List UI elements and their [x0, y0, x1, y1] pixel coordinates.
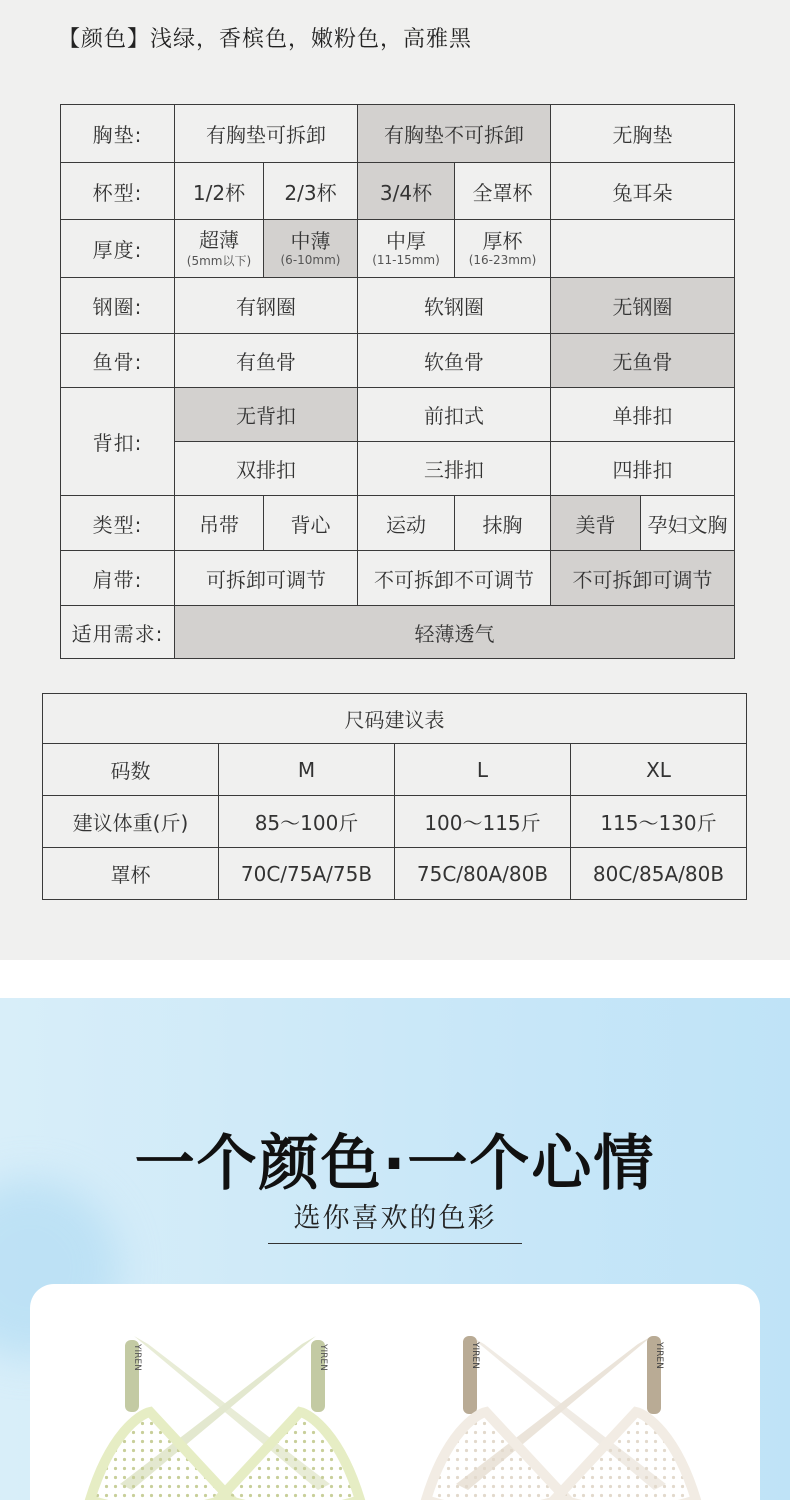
table-cell: 115～130斤 — [571, 796, 747, 848]
banner-headline: 一个颜色·一个心情 — [134, 1129, 656, 1199]
thickness-name: 中厚 — [386, 229, 426, 253]
header-cell: 码数 — [43, 744, 219, 796]
table-cell-empty — [551, 220, 735, 278]
color-options-text: 【颜色】浅绿，香槟色，嫩粉色，高雅黑 — [58, 27, 473, 52]
table-row — [61, 163, 735, 220]
table-cell: 75C/80A/80B — [395, 848, 571, 900]
table-cell: 背心 — [264, 496, 358, 551]
row-label: 适用需求: — [61, 606, 175, 659]
size-table-title: 尺码建议表 — [43, 694, 747, 744]
table-cell: 吊带 — [175, 496, 264, 551]
row-label: 类型: — [61, 496, 175, 551]
table-cell: 1/2杯 — [175, 163, 264, 220]
table-cell: 抹胸 — [455, 496, 551, 551]
table-cell: 无胸垫 — [551, 105, 735, 163]
color-banner — [0, 998, 790, 1500]
thickness-range: (5mm以下) — [186, 253, 252, 268]
strap-brand-text: YIREN — [132, 1344, 142, 1371]
table-cell: 2/3杯 — [264, 163, 358, 220]
spec-table — [60, 104, 735, 659]
table-cell: 罩杯 — [43, 848, 219, 900]
row-label: 肩带: — [61, 551, 175, 606]
strap-brand-text: YIREN — [470, 1342, 480, 1369]
table-cell: 有鱼骨 — [175, 334, 358, 388]
thickness-range: (11-15mm) — [372, 253, 440, 267]
table-cell: 可拆卸可调节 — [175, 551, 358, 606]
table-cell-selected: 不可拆卸可调节 — [551, 551, 735, 606]
table-cell: 单排扣 — [551, 388, 735, 442]
thickness-name: 中薄 — [290, 229, 331, 253]
table-row — [61, 606, 735, 659]
table-row — [61, 496, 735, 551]
table-cell: 100～115斤 — [395, 796, 571, 848]
thickness-name: 超薄 — [199, 227, 239, 252]
table-cell: 孕妇文胸 — [641, 496, 735, 551]
table-cell: 三排扣 — [358, 442, 551, 496]
table-cell-selected: 无钢圈 — [551, 278, 735, 334]
table-cell: 70C/75A/75B — [219, 848, 395, 900]
table-cell: 前扣式 — [358, 388, 551, 442]
table-cell-selected: 无鱼骨 — [551, 334, 735, 388]
table-row — [61, 388, 735, 442]
table-cell-selected: 有胸垫不可拆卸 — [358, 105, 551, 163]
table-cell: 80C/85A/80B — [571, 848, 747, 900]
product-image-card — [30, 1284, 760, 1500]
header-cell: XL — [571, 744, 747, 796]
table-cell: 建议体重(斤) — [43, 796, 219, 848]
table-cell: 有钢圈 — [175, 278, 358, 334]
row-label: 杯型: — [61, 163, 175, 220]
table-cell: 双排扣 — [175, 442, 358, 496]
table-row — [61, 220, 735, 278]
table-cell: 有胸垫可拆卸 — [175, 105, 358, 163]
table-header-row — [43, 744, 747, 796]
table-cell: 全罩杯 — [455, 163, 551, 220]
table-cell: 四排扣 — [551, 442, 735, 496]
table-row — [61, 334, 735, 388]
banner-subhead: 选你喜欢的色彩 — [268, 1196, 522, 1244]
table-cell: 运动 — [358, 496, 455, 551]
table-cell: 不可拆卸不可调节 — [358, 551, 551, 606]
row-label: 钢圈: — [61, 278, 175, 334]
table-row — [43, 694, 747, 744]
table-cell-selected: 美背 — [551, 496, 641, 551]
table-cell — [175, 220, 264, 278]
size-table — [42, 693, 747, 900]
table-row — [43, 848, 747, 900]
table-cell — [358, 220, 455, 278]
table-cell: 软钢圈 — [358, 278, 551, 334]
table-cell-selected: 无背扣 — [175, 388, 358, 442]
thickness-name: 厚杯 — [482, 229, 523, 253]
table-row — [43, 796, 747, 848]
table-cell: 兔耳朵 — [551, 163, 735, 220]
table-cell-selected: 3/4杯 — [358, 163, 455, 220]
strap-brand-text: YIREN — [654, 1342, 664, 1369]
table-cell-selected — [264, 220, 358, 278]
row-label: 厚度: — [61, 220, 175, 278]
section-divider — [0, 960, 790, 998]
table-row — [61, 278, 735, 334]
table-row — [61, 105, 735, 163]
thickness-range: (16-23mm) — [468, 253, 537, 267]
table-cell — [455, 220, 551, 278]
row-label: 背扣: — [61, 388, 175, 496]
row-label: 鱼骨: — [61, 334, 175, 388]
row-label: 胸垫: — [61, 105, 175, 163]
table-cell-selected: 轻薄透气 — [175, 606, 735, 659]
table-cell: 85～100斤 — [219, 796, 395, 848]
header-cell: M — [219, 744, 395, 796]
header-cell: L — [395, 744, 571, 796]
bra-product-images — [30, 1284, 760, 1500]
table-row — [61, 551, 735, 606]
thickness-range: (6-10mm) — [280, 253, 341, 267]
table-cell: 软鱼骨 — [358, 334, 551, 388]
strap-brand-text: YIREN — [318, 1344, 328, 1371]
